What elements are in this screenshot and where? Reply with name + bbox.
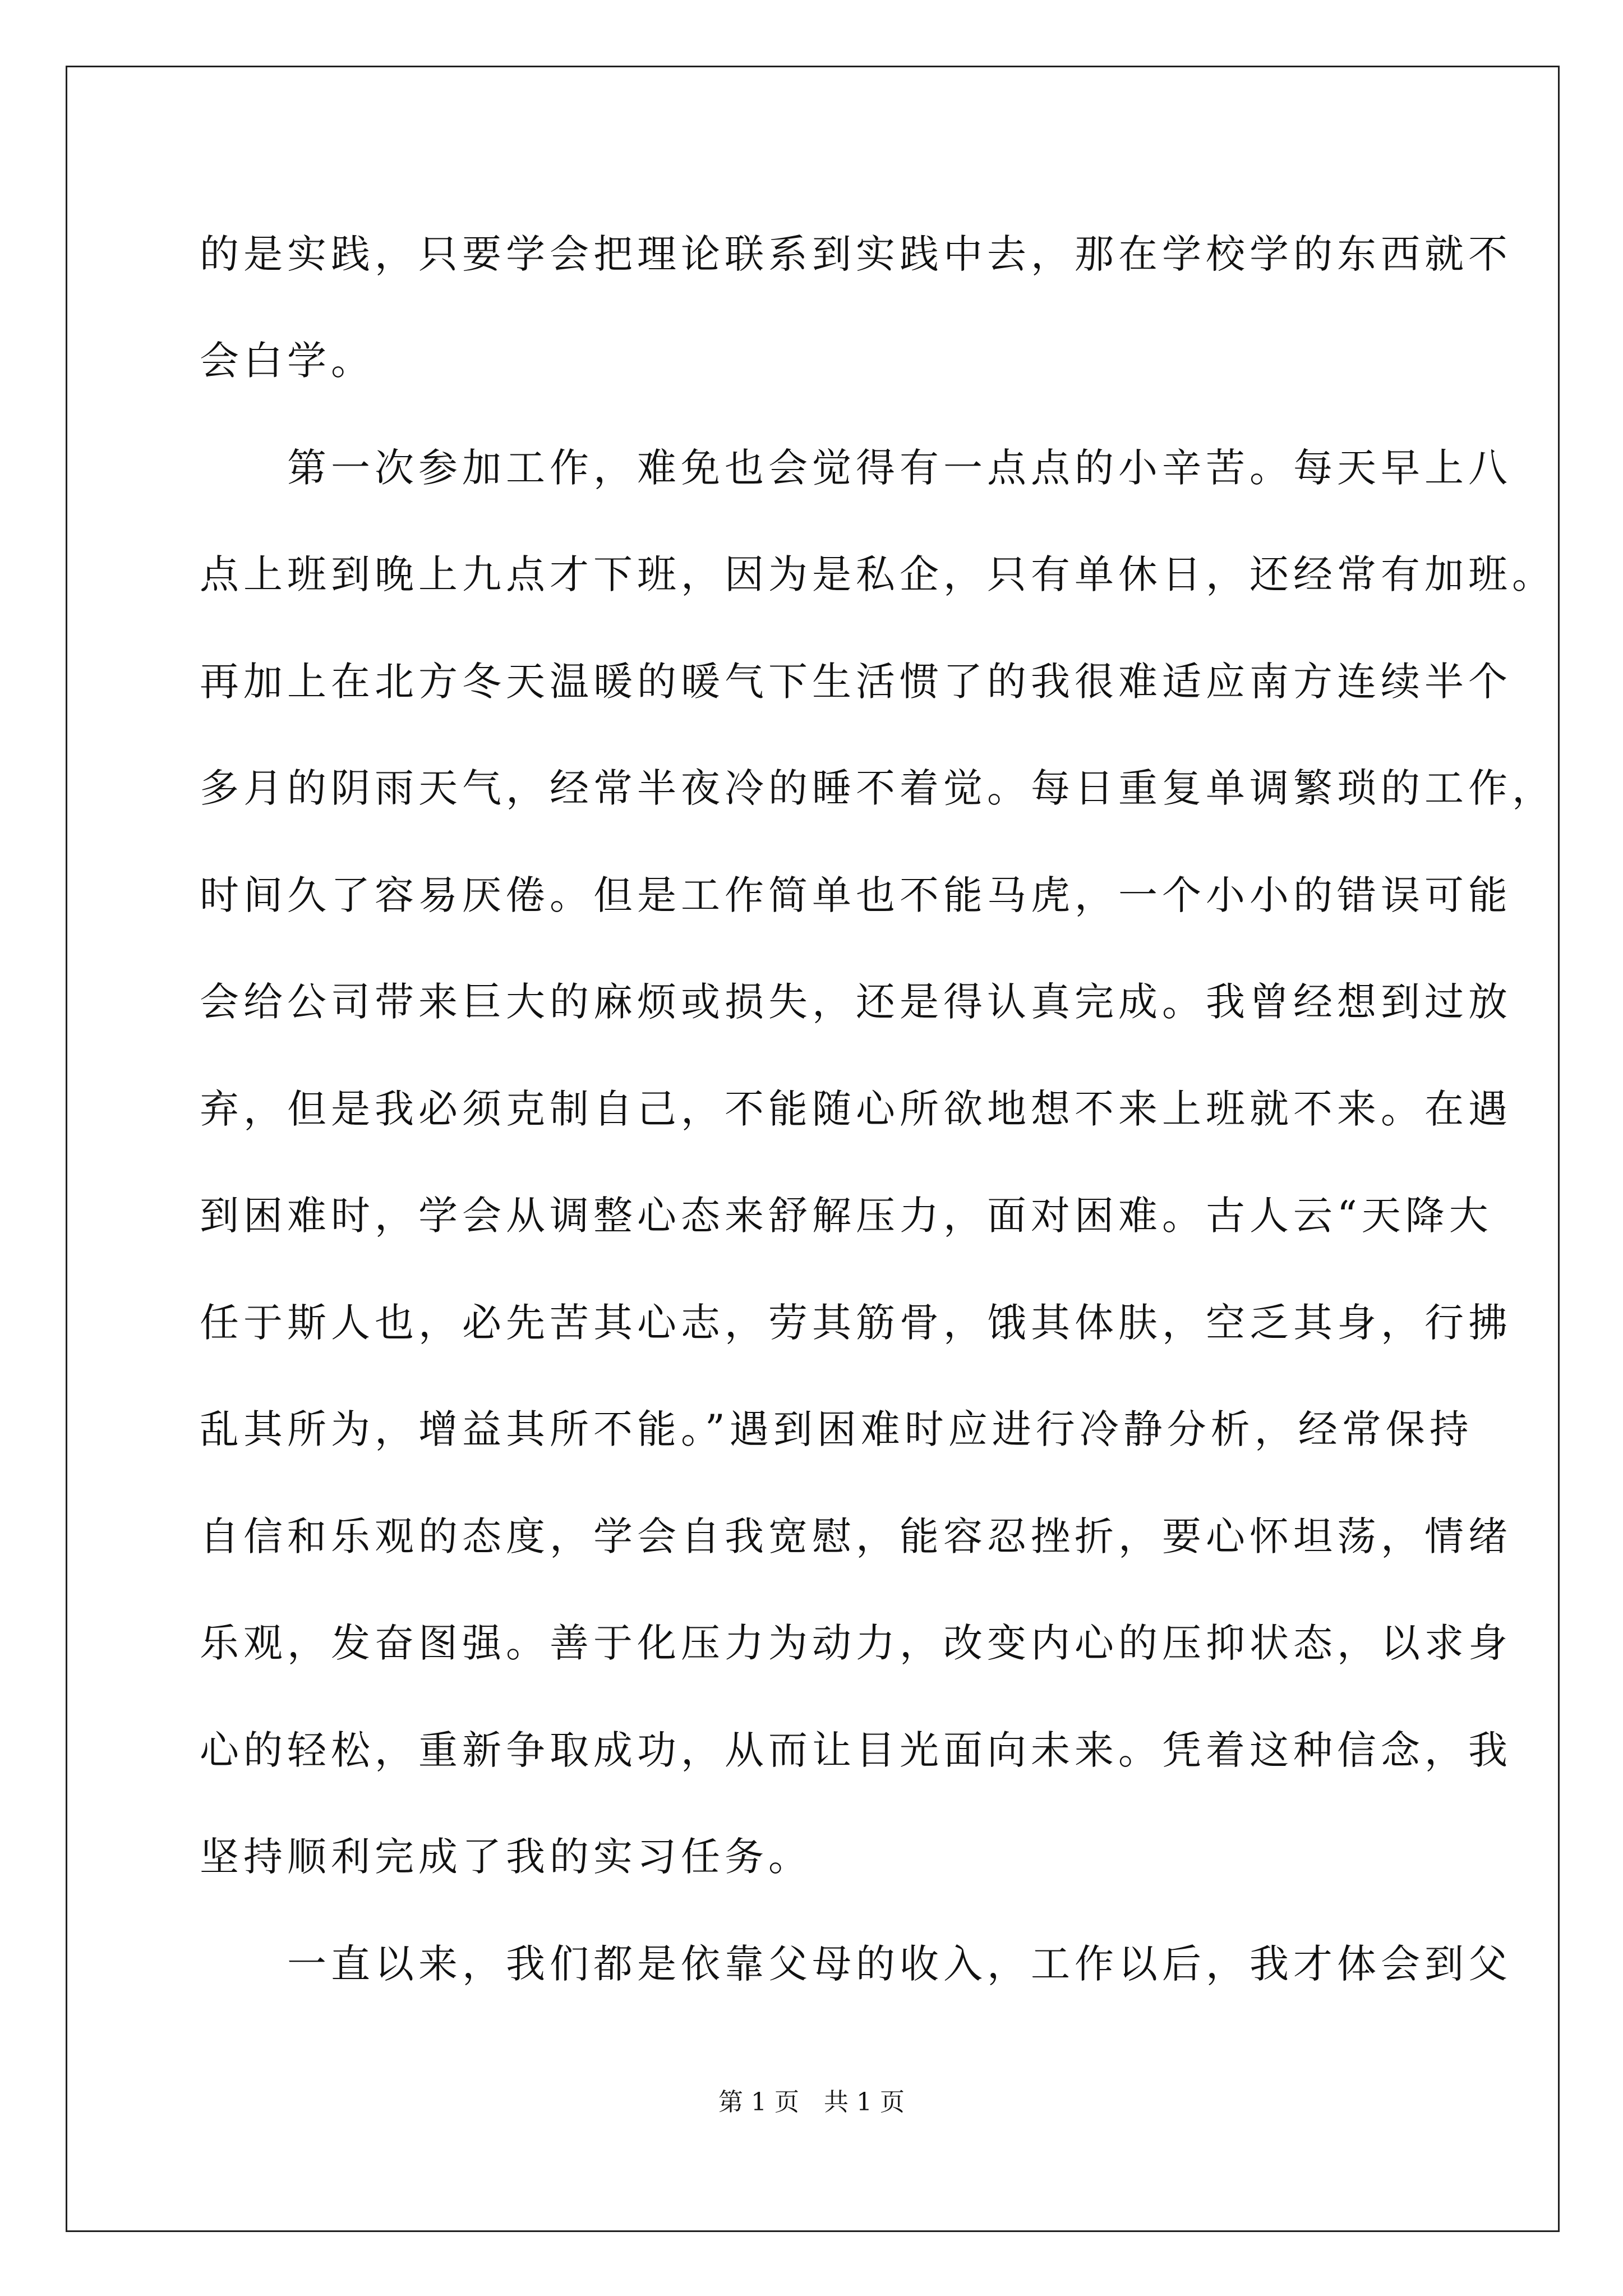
text-line: 第一次参加工作，难免也会觉得有一点点的小辛苦。每天早上八 [200, 445, 1512, 491]
text-line: 多月的阴雨天气，经常半夜冷的睡不着觉。每日重复单调繁琐的工作， [200, 765, 1556, 811]
text-line: 到困难时，学会从调整心态来舒解压力，面对困难。古人云“天降大 [200, 1193, 1493, 1239]
text-line: 弃，但是我必须克制自己，不能随心所欲地想不来上班就不来。在遇 [200, 1086, 1512, 1132]
text-line: 任于斯人也，必先苦其心志，劳其筋骨，饿其体肤，空乏其身，行拂 [200, 1300, 1512, 1346]
page-number-footer: 第 1 页 共 1 页 [718, 2088, 905, 2116]
text-line: 乐观，发奋图强。善于化压力为动力，改变内心的压抑状态，以求身 [200, 1620, 1512, 1666]
text-line: 自信和乐观的态度，学会自我宽慰，能容忍挫折，要心怀坦荡，情绪 [200, 1513, 1512, 1559]
text-line: 坚持顺利完成了我的实习任务。 [200, 1834, 812, 1880]
text-line: 再加上在北方冬天温暖的暖气下生活惯了的我很难适应南方连续半个 [200, 659, 1512, 705]
text-line: 会给公司带来巨大的麻烦或损失，还是得认真完成。我曾经想到过放 [200, 979, 1512, 1025]
text-line: 会白学。 [200, 338, 375, 384]
text-line: 点上班到晚上九点才下班，因为是私企，只有单休日，还经常有加班。 [200, 551, 1556, 597]
text-line: 心的轻松，重新争取成功，从而让目光面向未来。凭着这种信念，我 [200, 1727, 1512, 1773]
text-line: 时间久了容易厌倦。但是工作简单也不能马虎，一个小小的错误可能 [200, 872, 1512, 918]
text-line: 的是实践，只要学会把理论联系到实践中去，那在学校学的东西就不 [200, 231, 1512, 277]
text-line: 乱其所为，增益其所不能。”遇到困难时应进行冷静分析，经常保持 [200, 1406, 1473, 1452]
text-line: 一直以来，我们都是依靠父母的收入，工作以后，我才体会到父 [200, 1941, 1512, 1987]
